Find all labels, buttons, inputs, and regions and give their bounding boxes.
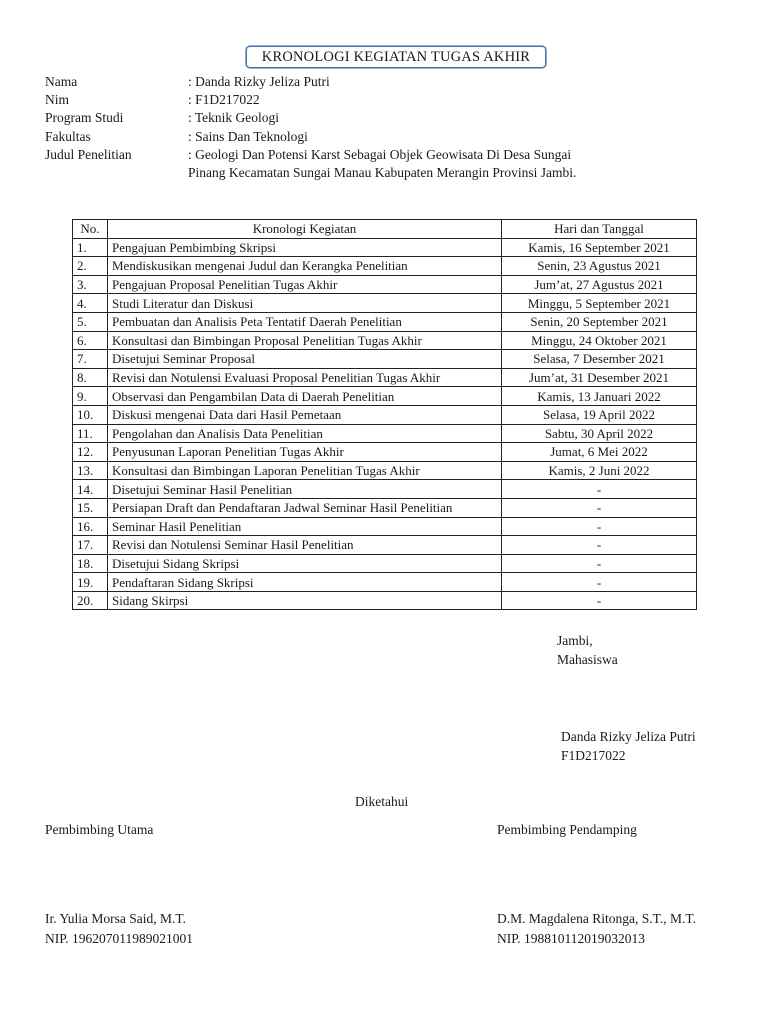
cell-tanggal: - (502, 536, 697, 555)
table-row (73, 350, 697, 369)
cell-tanggal: Kamis, 13 Januari 2022 (502, 387, 697, 406)
cell-kegiatan: Mendiskusikan mengenai Judul dan Kerangka Penelitian (108, 257, 502, 276)
cell-no: 2. (73, 257, 108, 276)
table-row (73, 461, 697, 480)
cell-tanggal: - (502, 554, 697, 573)
table-row (73, 312, 697, 331)
supervisor-second-role: Pembimbing Pendamping (497, 822, 637, 837)
table-body (73, 238, 697, 610)
cell-tanggal: Minggu, 24 Oktober 2021 (502, 331, 697, 350)
table-row (73, 517, 697, 536)
table-header-row (73, 220, 697, 239)
cell-tanggal: Jumat, 6 Mei 2022 (502, 443, 697, 462)
cell-tanggal: Minggu, 5 September 2021 (502, 294, 697, 313)
cell-kegiatan: Disetujui Seminar Proposal (108, 350, 502, 369)
cell-kegiatan: Pembuatan dan Analisis Peta Tentatif Daerah Penelitian (108, 312, 502, 331)
table-row (73, 257, 697, 276)
cell-kegiatan: Revisi dan Notulensi Evaluasi Proposal Penelitian Tugas Akhir (108, 368, 502, 387)
info-label: Program Studi (45, 110, 124, 126)
cell-tanggal: Senin, 20 September 2021 (502, 312, 697, 331)
supervisor-second-nip: NIP. 198810112019032013 (497, 931, 646, 946)
table-row (73, 536, 697, 555)
supervisor-main-name: Ir. Yulia Morsa Said, M.T. (45, 911, 186, 926)
table-row (73, 480, 697, 499)
cell-no: 3. (73, 275, 108, 294)
info-value-line2: Pinang Kecamatan Sungai Manau Kabupaten Merangin Provinsi Jambi. (188, 164, 577, 180)
table-row (73, 554, 697, 573)
acknowledged-label: Diketahui (355, 794, 409, 809)
info-value: : Sains Dan Teknologi (188, 128, 308, 144)
table-row (73, 443, 697, 462)
cell-kegiatan: Disetujui Sidang Skripsi (108, 554, 502, 573)
student-name: Danda Rizky Jeliza Putri (561, 729, 696, 744)
header-no: No. (73, 220, 108, 239)
cell-no: 17. (73, 536, 108, 555)
cell-tanggal: - (502, 591, 697, 610)
document-title: KRONOLOGI KEGIATAN TUGAS AKHIR (246, 46, 546, 68)
table-row (73, 368, 697, 387)
signature-place: Jambi, (557, 633, 593, 648)
cell-no: 7. (73, 350, 108, 369)
cell-kegiatan: Seminar Hasil Penelitian (108, 517, 502, 536)
info-value: : Geologi Dan Potensi Karst Sebagai Objek Geowisata Di Desa Sungai (188, 146, 572, 162)
cell-kegiatan: Pengajuan Proposal Penelitian Tugas Akhir (108, 275, 502, 294)
table-row (73, 275, 697, 294)
info-value: : Teknik Geologi (188, 110, 280, 126)
cell-tanggal: - (502, 480, 697, 499)
cell-no: 10. (73, 405, 108, 424)
cell-kegiatan: Pendaftaran Sidang Skripsi (108, 573, 502, 592)
cell-tanggal: - (502, 573, 697, 592)
cell-tanggal: Kamis, 16 September 2021 (502, 238, 697, 257)
cell-tanggal: Sabtu, 30 April 2022 (502, 424, 697, 443)
cell-tanggal: - (502, 517, 697, 536)
cell-no: 19. (73, 573, 108, 592)
supervisor-main-role: Pembimbing Utama (45, 822, 154, 837)
cell-kegiatan: Pengajuan Pembimbing Skripsi (108, 238, 502, 257)
cell-no: 14. (73, 480, 108, 499)
cell-no: 18. (73, 554, 108, 573)
info-label: Nim (45, 92, 70, 108)
cell-no: 4. (73, 294, 108, 313)
table-row (73, 238, 697, 257)
cell-tanggal: Senin, 23 Agustus 2021 (502, 257, 697, 276)
table-row (73, 498, 697, 517)
cell-tanggal: Jum’at, 31 Desember 2021 (502, 368, 697, 387)
info-value: : F1D217022 (188, 92, 260, 108)
cell-no: 15. (73, 498, 108, 517)
cell-tanggal: Kamis, 2 Juni 2022 (502, 461, 697, 480)
header-tanggal: Hari dan Tanggal (502, 220, 697, 239)
cell-no: 11. (73, 424, 108, 443)
cell-no: 5. (73, 312, 108, 331)
cell-kegiatan: Studi Literatur dan Diskusi (108, 294, 502, 313)
cell-kegiatan: Pengolahan dan Analisis Data Penelitian (108, 424, 502, 443)
signature-role-student: Mahasiswa (557, 652, 618, 667)
cell-no: 13. (73, 461, 108, 480)
cell-kegiatan: Observasi dan Pengambilan Data di Daerah Penelitian (108, 387, 502, 406)
cell-no: 1. (73, 238, 108, 257)
table-row (73, 387, 697, 406)
student-nim: F1D217022 (561, 748, 626, 763)
cell-no: 9. (73, 387, 108, 406)
table-row (73, 424, 697, 443)
supervisor-second-name: D.M. Magdalena Ritonga, S.T., M.T. (497, 911, 696, 926)
cell-no: 8. (73, 368, 108, 387)
cell-no: 20. (73, 591, 108, 610)
cell-no: 12. (73, 443, 108, 462)
table-row (73, 331, 697, 350)
table-row (73, 294, 697, 313)
cell-tanggal: Jum’at, 27 Agustus 2021 (502, 275, 697, 294)
cell-kegiatan: Persiapan Draft dan Pendaftaran Jadwal Seminar Hasil Penelitian (108, 498, 502, 517)
cell-kegiatan: Revisi dan Notulensi Seminar Hasil Penelitian (108, 536, 502, 555)
cell-tanggal: Selasa, 7 Desember 2021 (502, 350, 697, 369)
cell-kegiatan: Penyusunan Laporan Penelitian Tugas Akhir (108, 443, 502, 462)
supervisor-main-nip: NIP. 196207011989021001 (45, 931, 194, 946)
cell-tanggal: - (502, 498, 697, 517)
info-value: : Danda Rizky Jeliza Putri (188, 74, 330, 89)
cell-kegiatan: Diskusi mengenai Data dari Hasil Pemetaan (108, 405, 502, 424)
table-row (73, 573, 697, 592)
cell-kegiatan: Sidang Skirpsi (108, 591, 502, 610)
table-row (73, 405, 697, 424)
cell-tanggal: Selasa, 19 April 2022 (502, 405, 697, 424)
cell-kegiatan: Konsultasi dan Bimbingan Proposal Penelitian Tugas Akhir (108, 331, 502, 350)
cell-no: 16. (73, 517, 108, 536)
cell-kegiatan: Disetujui Seminar Hasil Penelitian (108, 480, 502, 499)
table-row (73, 591, 697, 610)
info-label: Judul Penelitian (45, 146, 132, 162)
cell-no: 6. (73, 331, 108, 350)
kronologi-table (72, 219, 697, 610)
info-label: Nama (45, 74, 78, 89)
cell-kegiatan: Konsultasi dan Bimbingan Laporan Penelitian Tugas Akhir (108, 461, 502, 480)
header-kegiatan: Kronologi Kegiatan (108, 220, 502, 239)
info-label: Fakultas (45, 128, 91, 144)
